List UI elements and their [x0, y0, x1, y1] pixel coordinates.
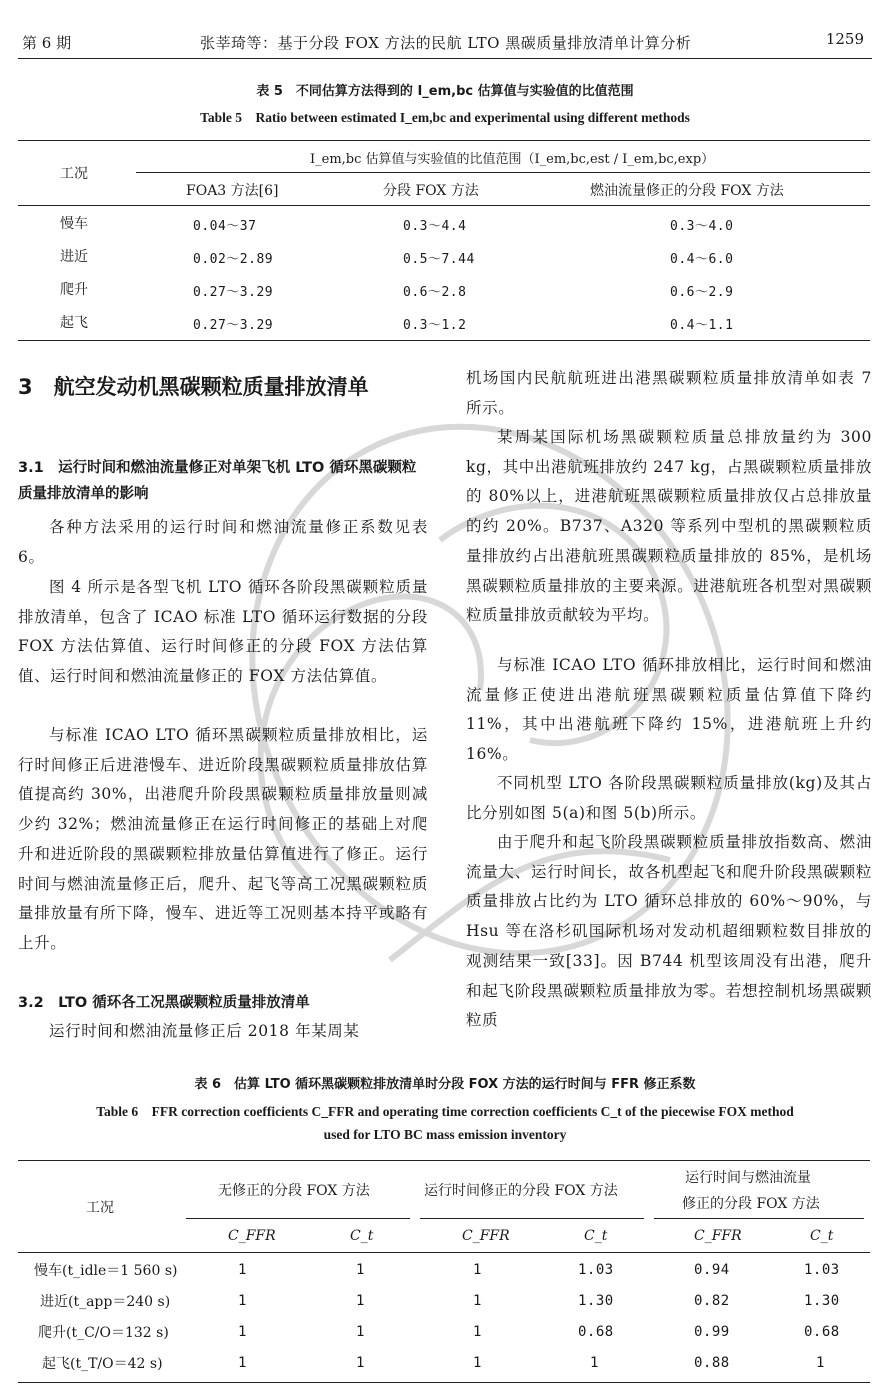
table6-value: 1 — [238, 1355, 247, 1371]
table5-caption-cn — [0, 80, 890, 99]
paragraph: 某周某国际机场黑碳颗粒质量总排放量约为 300 kg，其中出港航班排放约 247 kg，占黑碳颗粒质量排放的 80%以上，进港航班黑碳颗粒质量排放仅占总排放量的约 20%。B737、A320 等系列中型机的黑碳颗粒质量排放约占出港航班黑碳颗粒质量排放的 85%，是机场黑碳颗粒质量排放的主要来源。进港航班各机型对黑碳颗粒质量排放贡献较为平均。 — [466, 428, 872, 625]
table5-col-fox: 分段 FOX 方法 — [383, 183, 479, 199]
table6-value: 1 — [473, 1293, 482, 1309]
table6-value: 1 — [473, 1355, 482, 1371]
table5-group-header: I_em,bc 估算值与实验值的比值范围（I_em,bc,est / I_em,bc,exp） — [310, 152, 715, 167]
table6-value: 1 — [590, 1355, 599, 1371]
paragraph: 不同机型 LTO 各阶段黑碳颗粒质量排放(kg)及其占比分别如图 5(a)和图 5(b)所示。 — [466, 774, 872, 822]
table6-value: 1 — [816, 1355, 825, 1371]
paragraph: 运行时间和燃油流量修正后 2018 年某周某 — [49, 1022, 360, 1040]
table6-value: 1.03 — [578, 1262, 614, 1278]
table6-group-3-line2: 修正的分段 FOX 方法 — [682, 1196, 820, 1212]
table6-value: 0.88 — [694, 1355, 730, 1371]
table6-group-rule — [420, 1218, 644, 1219]
table6-caption-en-text-2: used for LTO BC mass emission inventory — [323, 1127, 567, 1142]
table6-group-rule — [186, 1218, 410, 1219]
table6-caption-cn-text: 表 6 估算 LTO 循环黑碳颗粒排放清单时分段 FOX 方法的运行时间与 FFR 修正系数 — [194, 1077, 696, 1092]
table6-subcol: C_FFR — [694, 1228, 742, 1244]
table6-value: 0.68 — [578, 1324, 614, 1340]
table6-value: 1 — [473, 1262, 482, 1278]
table5-fox-ffr: 0.6～2.9 — [670, 285, 734, 300]
table5-fox: 0.3～4.4 — [403, 219, 467, 234]
table5-group-rule — [136, 172, 870, 173]
table6-subcol: C_FFR — [462, 1228, 510, 1244]
table5-fox: 0.3～1.2 — [403, 318, 467, 333]
paragraph: 图 4 所示是各型飞机 LTO 循环各阶段黑碳颗粒质量排放清单，包含了 ICAO 标准 LTO 循环运行数据的分段 FOX 方法估算值、运行时间修正的分段 FOX 方法估算值、运行时间和燃油流量修正的 FOX 方法估算值。 — [18, 578, 428, 686]
table6-group-1: 无修正的分段 FOX 方法 — [218, 1183, 370, 1199]
table6-row-header: 工况 — [86, 1200, 114, 1216]
paragraph: 由于爬升和起飞阶段黑碳颗粒质量排放指数高、燃油流量大、运行时间长，故各机型起飞和爬升阶段黑碳颗粒质量排放占比约为 LTO 循环总排放的 60%～90%，与 Hsu 等在洛杉矶国际机场对发动机超细颗粒数目排放的观测结果一致[33]。因 B744 机型该周没有出港，爬升和起飞阶段黑碳颗粒质量排放为零。若想控制机场黑碳颗粒质 — [466, 833, 872, 1030]
table5-caption-en — [0, 106, 890, 126]
table5-col-fox-ffr: 燃油流量修正的分段 FOX 方法 — [590, 183, 784, 199]
table6-header-rule — [18, 1252, 870, 1253]
table6-bottom-rule — [18, 1382, 870, 1383]
paragraph: 与标准 ICAO LTO 循环黑碳颗粒质量排放相比，运行时间修正后进港慢车、进近阶段黑碳颗粒质量排放估算值提高约 30%，出港爬升阶段黑碳颗粒质量排放量则减少约 32%；燃油流量修正在运行时间修正的基础上对爬升和进近阶段的黑碳颗粒排放量估算值进行了修正。运行时间与燃油流量修正后，爬升、起飞等高工况黑碳颗粒质量排放量有所下降，慢车、进近等工况则基本持平或略有上升。 — [18, 726, 428, 952]
table6-group-2: 运行时间修正的分段 FOX 方法 — [424, 1183, 618, 1199]
table6-value: 1 — [356, 1262, 365, 1278]
table6-value: 1 — [238, 1262, 247, 1278]
table5-caption-cn-text: 表 5 不同估算方法得到的 I_em,bc 估算值与实验值的比值范围 — [256, 84, 634, 99]
table5-fox-ffr: 0.3～4.0 — [670, 219, 734, 234]
table6-value: 0.68 — [804, 1324, 840, 1340]
table6-mode: 起飞(t_T/O＝42 s) — [42, 1356, 163, 1372]
table6-value: 1 — [356, 1293, 365, 1309]
table6-subcol: C_FFR — [228, 1228, 276, 1244]
table5-caption-en-text: Table 5 Ratio between estimated I_em,bc and experimental using different methods — [200, 110, 690, 125]
table5-foa3: 0.27～3.29 — [193, 285, 274, 300]
table6-subcol: C_t — [350, 1228, 374, 1244]
table6-mode: 爬升(t_C/O＝132 s) — [38, 1325, 169, 1341]
table6-caption-cn — [0, 1073, 890, 1092]
table6-value: 0.94 — [694, 1262, 730, 1278]
running-title: 张莘琦等：基于分段 FOX 方法的民航 LTO 黑碳质量排放清单计算分析 — [200, 34, 692, 52]
table6-subcol: C_t — [810, 1228, 834, 1244]
subsection-3-1-heading: 3.1 运行时间和燃油流量修正对单架飞机 LTO 循环黑碳颗粒质量排放清单的影响 — [18, 460, 417, 502]
table6-value: 0.82 — [694, 1293, 730, 1309]
table5-bottom-rule — [18, 340, 870, 341]
table6-mode: 慢车(t_idle＝1 560 s) — [34, 1263, 178, 1279]
table6-caption-en-line1 — [0, 1100, 890, 1120]
table5-fox: 0.5～7.44 — [403, 252, 475, 267]
table5-top-rule — [18, 140, 870, 141]
table5-foa3: 0.02～2.89 — [193, 252, 274, 267]
paragraph: 各种方法采用的运行时间和燃油流量修正系数见表 6。 — [18, 518, 428, 566]
header-rule — [18, 58, 872, 59]
table5-row-header: 工况 — [60, 166, 88, 182]
table5-fox-ffr: 0.4～6.0 — [670, 252, 734, 267]
table5-mode: 起飞 — [60, 315, 88, 331]
section-3-heading: 3 航空发动机黑碳颗粒质量排放清单 — [18, 375, 369, 399]
table6-value: 1 — [356, 1355, 365, 1371]
subsection-3-2-heading: 3.2 LTO 循环各工况黑碳颗粒质量排放清单 — [18, 995, 310, 1011]
table6-subcol: C_t — [584, 1228, 608, 1244]
table6-value: 1.30 — [578, 1293, 614, 1309]
table6-caption-en-text-1: Table 6 FFR correction coefficients C_FFR and operating time correction coefficients C_t of the piecewise FOX method — [96, 1104, 794, 1119]
table6-value: 1 — [238, 1324, 247, 1340]
table6-value: 1.30 — [804, 1293, 840, 1309]
paragraph: 与标准 ICAO LTO 循环排放相比，运行时间和燃油流量修正使进出港航班黑碳颗粒质量估算值下降约 11%，其中出港航班下降约 15%，进港航班上升约 16%。 — [466, 656, 872, 764]
table5-foa3: 0.04～37 — [193, 219, 257, 234]
table6-value: 1 — [238, 1293, 247, 1309]
table6-top-rule — [18, 1160, 870, 1161]
table5-col-foa3: FOA3 方法[6] — [186, 183, 279, 199]
table6-caption-en-line2 — [0, 1127, 890, 1143]
table6-value: 0.99 — [694, 1324, 730, 1340]
journal-issue: 第 6 期 — [22, 34, 72, 52]
table6-value: 1 — [356, 1324, 365, 1340]
table5-mode: 爬升 — [60, 282, 88, 298]
table5-fox: 0.6～2.8 — [403, 285, 467, 300]
table5-header-rule — [18, 205, 870, 206]
page-number: 1259 — [825, 30, 864, 48]
table6-value: 1 — [473, 1324, 482, 1340]
table5-mode: 慢车 — [60, 216, 88, 232]
table6-value: 1.03 — [804, 1262, 840, 1278]
table5-mode: 进近 — [60, 249, 88, 265]
table5-foa3: 0.27～3.29 — [193, 318, 274, 333]
table6-group-rule — [654, 1218, 864, 1219]
table6-group-3-line1: 运行时间与燃油流量 — [685, 1170, 811, 1186]
paragraph: 机场国内民航航班进出港黑碳颗粒质量排放清单如表 7 所示。 — [466, 369, 872, 417]
table6-mode: 进近(t_app＝240 s) — [40, 1294, 171, 1310]
table5-fox-ffr: 0.4～1.1 — [670, 318, 734, 333]
